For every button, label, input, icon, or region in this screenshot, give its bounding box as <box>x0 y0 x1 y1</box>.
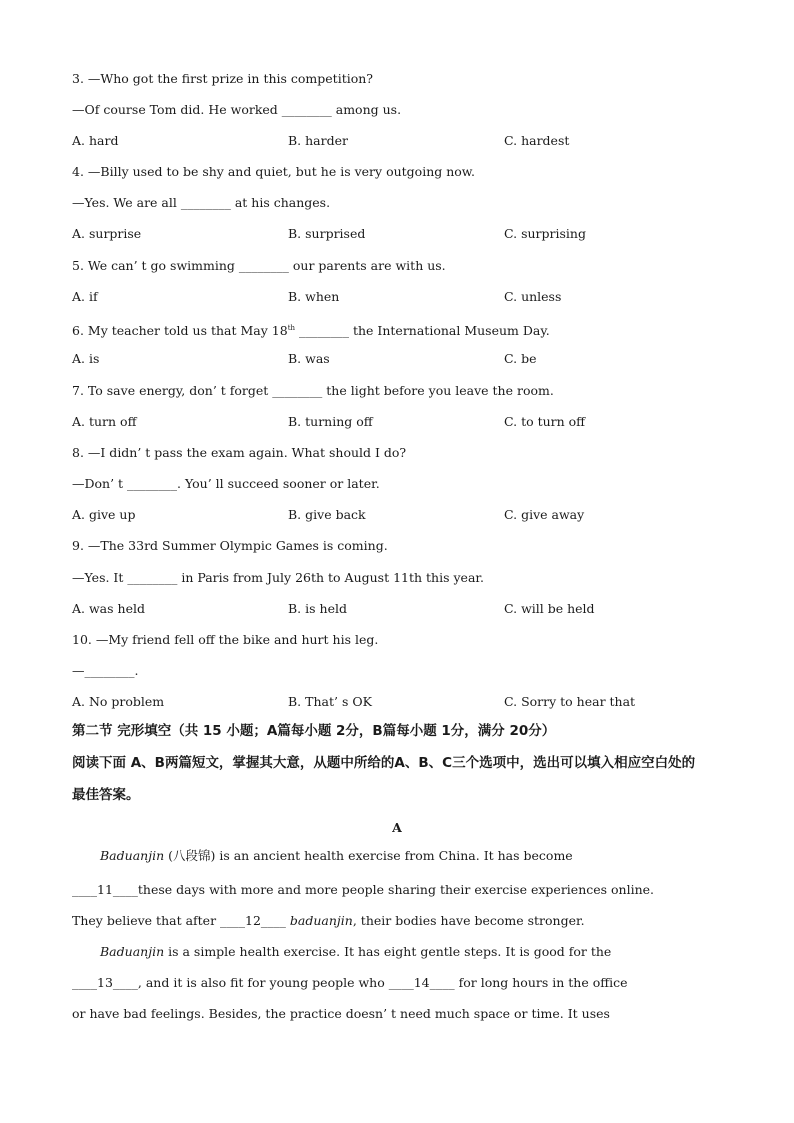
q8-option-c: C. give away <box>504 507 585 522</box>
section-instruction-cont: 最佳答案。 <box>72 787 140 803</box>
blank-11: ____11____ <box>72 882 138 897</box>
q8-option-b: B. give back <box>288 507 366 522</box>
passage-term: baduanjin <box>285 913 353 928</box>
q3-question: 3. —Who got the first prize in this competition? <box>72 71 374 86</box>
q7-option-a: A. turn off <box>72 414 137 429</box>
q8-question: 8. —I didn’ t pass the exam again. What should I do? <box>72 445 407 460</box>
passage-text: these days with more and more people sharing their exercise experiences online. <box>137 882 655 897</box>
q9-question: 9. —The 33rd Summer Olympic Games is coming. <box>72 538 388 553</box>
q9-option-c: C. will be held <box>504 601 595 616</box>
q6-superscript: th <box>287 324 296 332</box>
q8-answer-line: —Don’ t ________. You’ ll succeed sooner or later. <box>72 476 380 491</box>
passage-line-2 <box>72 882 654 898</box>
passage-text: , and it is also fit for young people who <box>137 975 389 990</box>
section-heading: 第二节 完形填空（共 15 小题；A篇每小题 2分，B篇每小题 1分，满分 20分） <box>72 723 556 739</box>
q6-question <box>72 320 550 339</box>
passage-term: Baduanjin <box>100 944 165 959</box>
passage-text: (八段锦) is an ancient health exercise from China. It has become <box>164 848 573 863</box>
q10-answer-line: —________. <box>72 663 139 678</box>
q3-option-a: A. hard <box>72 133 119 148</box>
passage-title: A <box>392 820 402 835</box>
q9-answer-line: —Yes. It ________ in Paris from July 26th to August 11th this year. <box>72 570 484 585</box>
q6-option-b: B. was <box>288 351 330 366</box>
q8-option-a: A. give up <box>72 507 136 522</box>
q4-question: 4. —Billy used to be shy and quiet, but he is very outgoing now. <box>72 164 475 179</box>
q5-option-a: A. if <box>72 289 98 304</box>
q6-option-c: C. be <box>504 351 537 366</box>
q7-option-b: B. turning off <box>288 414 373 429</box>
q3-option-c: C. hardest <box>504 133 570 148</box>
passage-line-6: or have bad feelings. Besides, the practice doesn’ t need much space or time. It uses <box>72 1006 610 1021</box>
q3-option-b: B. harder <box>288 133 348 148</box>
q7-option-c: C. to turn off <box>504 414 586 429</box>
passage-line-1 <box>100 848 573 864</box>
blank-12: ____12____ <box>220 913 286 928</box>
q10-option-c: C. Sorry to hear that <box>504 694 636 709</box>
q5-option-b: B. when <box>288 289 340 304</box>
q5-question: 5. We can’ t go swimming ________ our parents are with us. <box>72 258 446 273</box>
q9-option-b: B. is held <box>288 601 347 616</box>
q4-answer-line: —Yes. We are all ________ at his changes. <box>72 195 331 210</box>
passage-text: for long hours in the office <box>454 975 628 990</box>
q6-text-start: 6. My teacher told us that May 18 <box>72 323 288 338</box>
q4-option-c: C. surprising <box>504 226 586 241</box>
passage-term: Baduanjin <box>100 848 165 863</box>
passage-text: , their bodies have become stronger. <box>352 913 585 928</box>
passage-text: They believe that after <box>72 913 221 928</box>
q10-option-a: A. No problem <box>72 694 165 709</box>
q10-question: 10. —My friend fell off the bike and hurt his leg. <box>72 632 379 647</box>
q4-option-b: B. surprised <box>288 226 366 241</box>
q4-option-a: A. surprise <box>72 226 142 241</box>
q9-option-a: A. was held <box>72 601 145 616</box>
passage-text: is a simple health exercise. It has eight gentle steps. It is good for the <box>164 944 612 959</box>
q3-answer-line: —Of course Tom did. He worked ________ among us. <box>72 102 402 117</box>
blank-14: ____14____ <box>388 975 455 990</box>
q6-text-end: ________ the International Museum Day. <box>295 323 550 338</box>
passage-line-5 <box>72 975 628 991</box>
q7-question: 7. To save energy, don’ t forget ________ the light before you leave the room. <box>72 383 554 398</box>
passage-line-4 <box>100 944 611 960</box>
q6-option-a: A. is <box>72 351 100 366</box>
q5-option-c: C. unless <box>504 289 562 304</box>
q10-option-b: B. That’ s OK <box>288 694 372 709</box>
section-instruction: 阅读下面 A、B两篇短文，掌握其大意，从题中所给的A、B、C三个选项中，选出可以填入相应空白处的 <box>72 755 696 771</box>
blank-13: ____13____ <box>72 975 138 990</box>
passage-line-3 <box>72 913 585 929</box>
